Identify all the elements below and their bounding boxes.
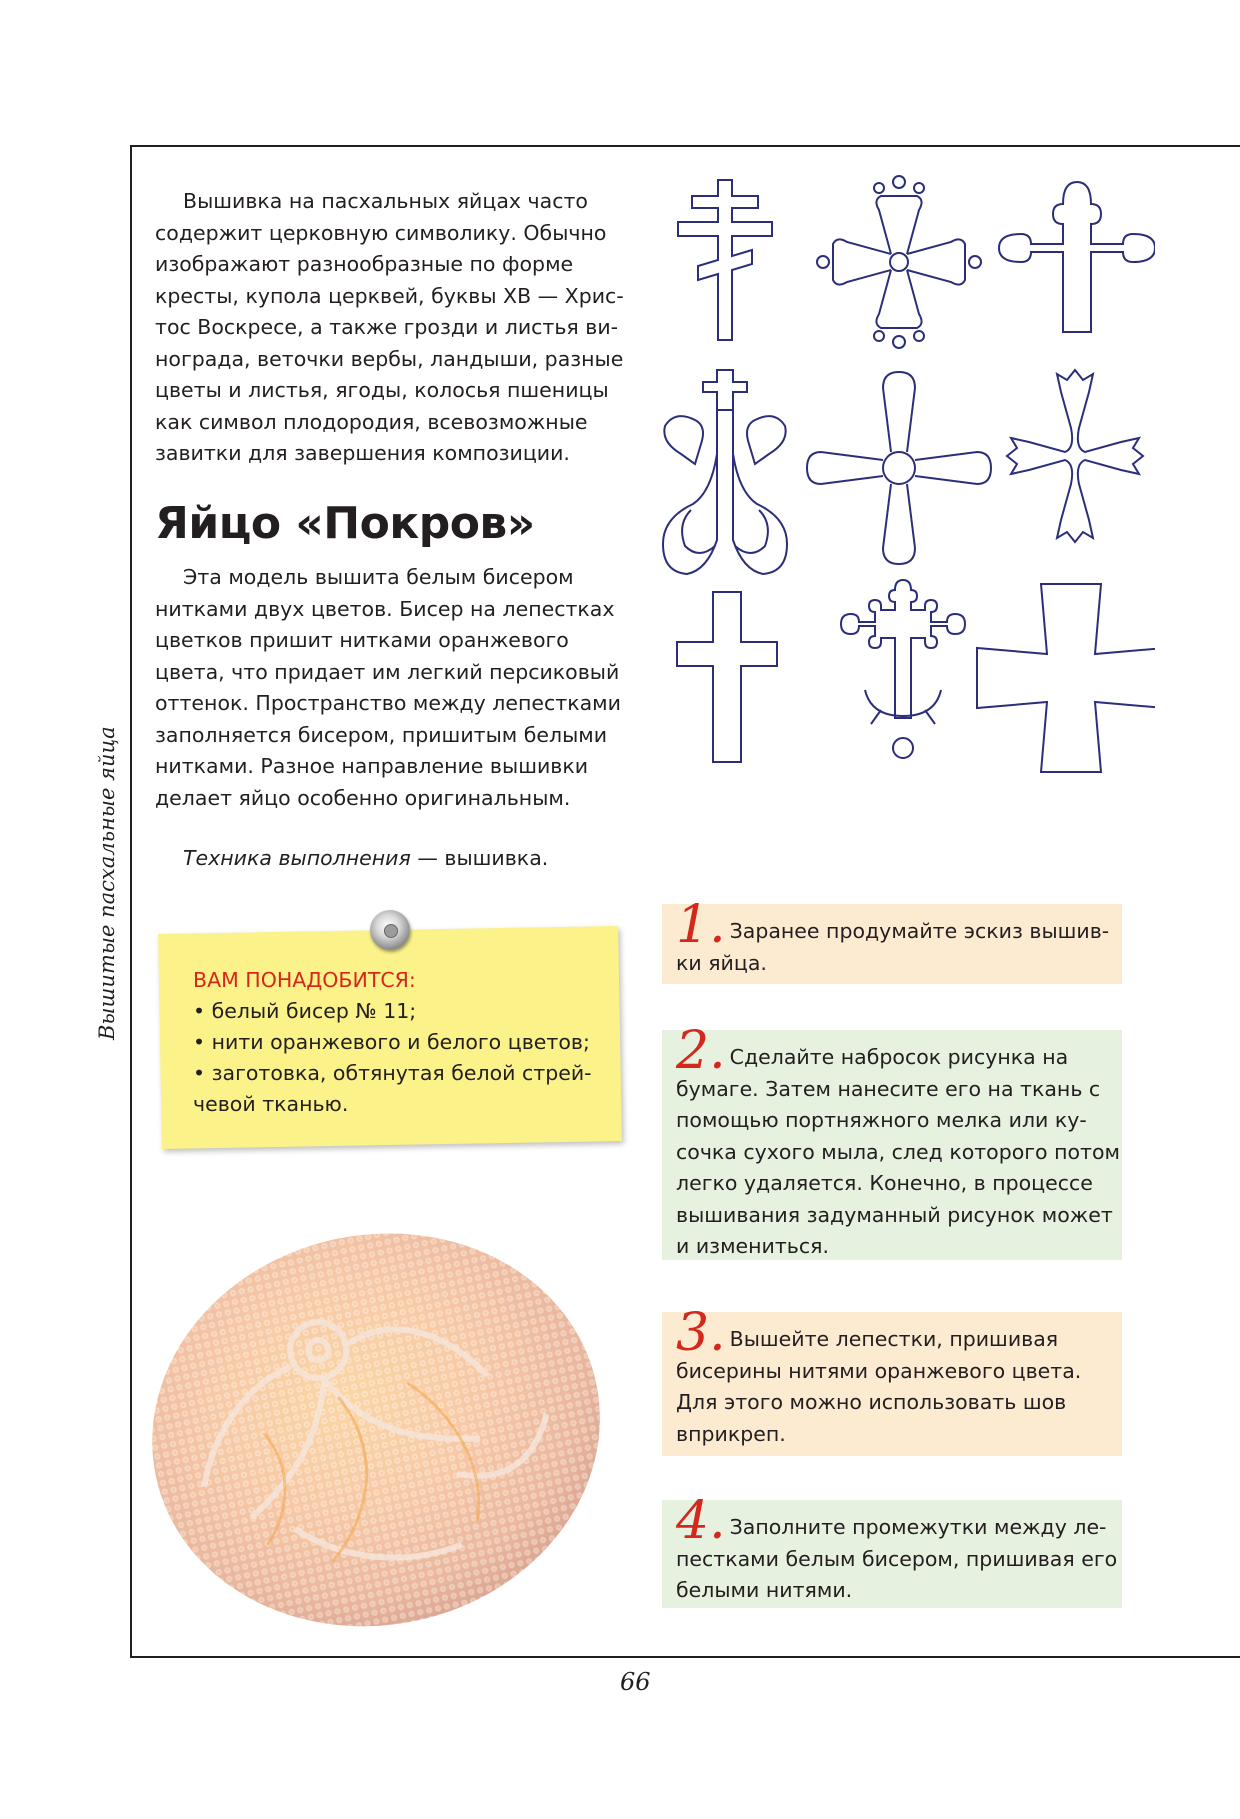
model-line: цветков пришит нитками оранжевого: [155, 628, 569, 652]
step-line: Вышейте лепестки, пришивая: [729, 1327, 1059, 1351]
step-line: Для этого можно использовать шов: [676, 1390, 1067, 1414]
technique-line: [183, 846, 548, 870]
step-line: бумаге. Затем нанесите его на ткань с: [676, 1076, 1101, 1101]
materials-item: чевой тканью.: [193, 1092, 349, 1116]
section-heading: Яйцо «Покров»: [155, 498, 535, 549]
step-line: пестками белым бисером, пришивая его: [676, 1546, 1118, 1571]
materials-item: • заготовка, обтянутая белой стрей-: [193, 1061, 592, 1085]
technique-label: Техника выполнения: [183, 846, 411, 870]
step-number: 3.: [676, 1303, 726, 1363]
intro-line: нограда, веточки вербы, ландыши, разные: [155, 346, 624, 371]
intro-line: завитки для завершения композиции.: [155, 441, 570, 465]
step-line: белыми нитями.: [676, 1578, 853, 1602]
step-line: бисерины нитями оранжевого цвета.: [676, 1358, 1082, 1383]
step-line: вышивания задуманный рисунок может: [676, 1202, 1113, 1227]
step-line: ки яйца.: [676, 950, 767, 975]
materials-item: • нити оранжевого и белого цветов;: [193, 1030, 590, 1054]
model-line: нитками. Разное направление вышивки: [155, 754, 589, 778]
ornate-cross-icon: [663, 370, 787, 574]
flared-cross-icon: [817, 176, 981, 348]
beaded-egg-image: [115, 1190, 635, 1660]
step-line: и измениться.: [676, 1234, 830, 1258]
step-number: 4.: [676, 1491, 726, 1551]
materials-list: [193, 965, 613, 1120]
trefoil-cross-icon: [999, 182, 1155, 332]
page-number: 66: [620, 1668, 651, 1696]
step-line: помощью портняжного мелка или ку-: [676, 1108, 1087, 1132]
step-line: сочка сухого мыла, след которого потом: [676, 1139, 1121, 1164]
intro-line: как символ плодородия, всевозможные: [155, 409, 588, 434]
intro-paragraph: [155, 186, 625, 470]
pushpin-icon: [370, 910, 410, 950]
crosses-illustration: [655, 170, 1155, 850]
model-line: цвета, что придает им легкий персиковый: [155, 659, 620, 684]
step-4: [662, 1491, 1122, 1608]
cross-pattee-icon: [977, 584, 1155, 772]
step-line: легко удаляется. Конечно, в процессе: [676, 1171, 1093, 1195]
latin-cross-icon: [677, 592, 777, 762]
step-line: Заранее продумайте эскиз вышив-: [729, 919, 1110, 943]
model-line: заполняется бисером, пришитым белыми: [155, 722, 608, 747]
step-line: вприкреп.: [676, 1421, 786, 1446]
intro-line: Вышивка на пасхальных яйцах часто: [183, 189, 588, 213]
intro-line: тос Воскресе, а также грозди и листья ви-: [155, 315, 619, 339]
materials-item: • белый бисер № 11;: [193, 999, 417, 1023]
step-number: 1.: [676, 895, 726, 955]
step-number: 2.: [676, 1021, 726, 1081]
model-line: делает яйцо особенно оригинальным.: [155, 785, 571, 810]
intro-line: содержит церковную символику. Обычно: [155, 220, 607, 245]
intro-line: изображают разнообразные по форме: [155, 252, 574, 276]
intro-line: кресты, купола церквей, буквы ХВ — Хрис-: [155, 283, 624, 308]
rounded-arm-cross-icon: [807, 372, 991, 564]
step-1: [662, 895, 1122, 984]
orthodox-cross-icon: [678, 180, 772, 340]
side-section-label: Вышитые пасхальные яйца: [95, 726, 119, 1040]
intro-line: цветы и листья, ягоды, колосья пшеницы: [155, 378, 609, 402]
anchor-cross-icon: [841, 580, 965, 758]
step-3: [662, 1303, 1122, 1456]
model-line: нитками двух цветов. Бисер на лепестках: [155, 596, 615, 621]
model-line: оттенок. Пространство между лепестками: [155, 691, 621, 715]
step-line: Сделайте набросок рисунка на: [729, 1045, 1069, 1069]
leaf-tip-cross-icon: [1007, 370, 1143, 542]
step-2: [662, 1021, 1122, 1260]
technique-value: — вышивка.: [410, 846, 549, 870]
materials-title: ВАМ ПОНАДОБИТСЯ:: [193, 968, 416, 992]
model-line: Эта модель вышита белым бисером: [183, 565, 574, 589]
model-description: [155, 562, 625, 814]
step-line: Заполните промежутки между ле-: [729, 1515, 1107, 1539]
frame-top-border: [130, 145, 1240, 147]
